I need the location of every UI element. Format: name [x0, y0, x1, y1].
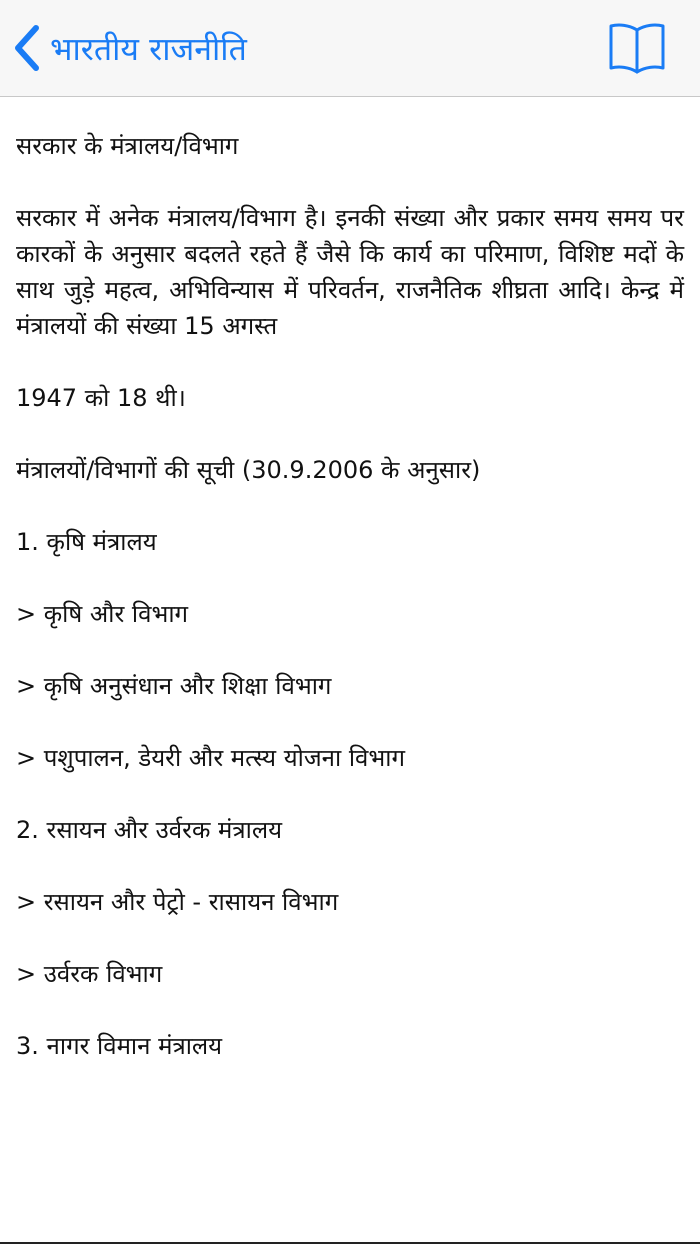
intro-paragraph: सरकार में अनेक मंत्रालय/विभाग है। इनकी संख्या और प्रकार समय समय पर कारकों के अनुसार बदलते रहते हैं जैसे कि कार्य का परिमाण, विशिष्ट मदों के साथ जुड़े महत्व, अभिविन्यास में परिवर्तन, राजनैतिक शीघ्रता आदि। केन्द्र में मंत्रालयों की संख्या 15 अगस्त — [16, 204, 684, 340]
article-heading: सरकार के मंत्रालय/विभाग — [16, 132, 239, 160]
list-item: > पशुपालन, डेयरी और मत्स्य योजना विभाग — [16, 744, 405, 772]
chevron-left-icon — [12, 24, 42, 72]
list-item: > कृषि और विभाग — [16, 600, 189, 628]
back-button-label: भारतीय राजनीति — [50, 29, 247, 68]
list-item: 1. कृषि मंत्रालय — [16, 528, 157, 556]
navigation-bar — [0, 0, 700, 97]
list-item: > कृषि अनुसंधान और शिक्षा विभाग — [16, 672, 332, 700]
list-item: 3. नागर विमान मंत्रालय — [16, 1032, 223, 1060]
list-title: मंत्रालयों/विभागों की सूची (30.9.2006 के अनुसार) — [16, 456, 481, 484]
year-note: 1947 को 18 थी। — [16, 384, 186, 412]
back-button[interactable] — [12, 20, 247, 76]
list-item: > रसायन और पेट्रो - रासायन विभाग — [16, 888, 339, 916]
list-item: 2. रसायन और उर्वरक मंत्रालय — [16, 816, 283, 844]
book-icon — [608, 20, 666, 76]
bookmark-book-button[interactable] — [608, 20, 666, 76]
article-content — [16, 97, 684, 1064]
list-item: > उर्वरक विभाग — [16, 960, 163, 988]
